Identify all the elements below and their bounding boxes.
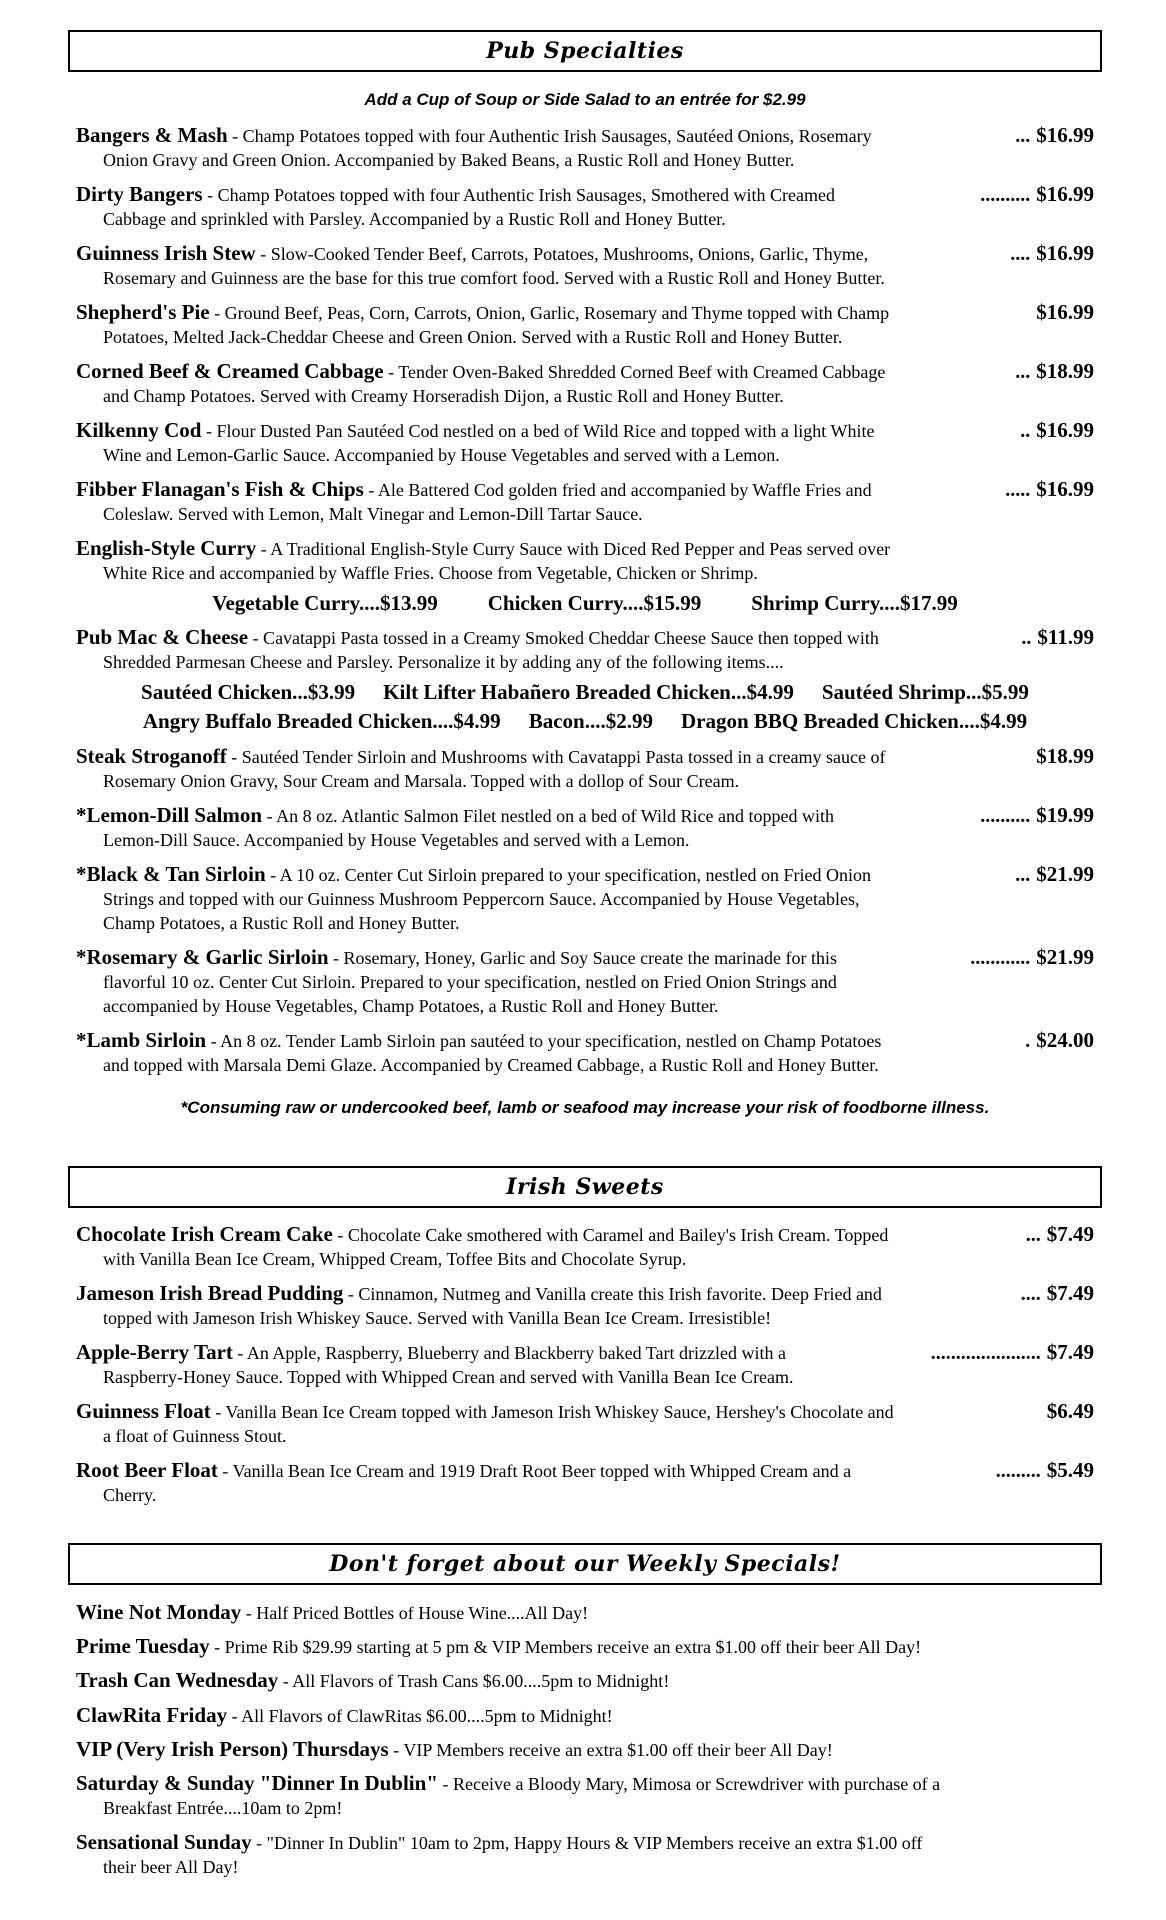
menu-item	[76, 182, 1094, 231]
item-leader: .	[1025, 1030, 1031, 1052]
soup-salad-note: Add a Cup of Soup or Side Salad to an entrée for $2.99	[364, 90, 806, 109]
item-desc-cont: flavorful 10 oz. Center Cut Sirloin. Prepared to your specification, nestled on Fried Onion Strings and	[103, 972, 837, 992]
item-leader: .........	[995, 1460, 1041, 1482]
item-desc-cont: Wine and Lemon-Garlic Sauce. Accompanied by House Vegetables and served with a Lemon.	[103, 445, 780, 465]
item-desc-cont: Rosemary and Guinness are the base for this true comfort food. Served with a Rustic Roll and Honey Butter.	[103, 268, 885, 288]
special-desc-cont: Breakfast Entrée....10am to 2pm!	[103, 1798, 343, 1818]
item-leader: ......................	[930, 1342, 1041, 1364]
special-name: ClawRita Friday	[76, 1703, 228, 1727]
item-price: $7.49	[1046, 1222, 1094, 1246]
special-name: Prime Tuesday	[76, 1634, 210, 1658]
item-price: $24.00	[1036, 1028, 1094, 1052]
foodborne-warning: *Consuming raw or undercooked beef, lamb or seafood may increase your risk of foodborne illness.	[180, 1098, 990, 1117]
item-name: Bangers & Mash	[76, 123, 228, 147]
item-name: Kilkenny Cod	[76, 418, 202, 442]
special-name: Saturday & Sunday "Dinner In Dublin"	[76, 1771, 438, 1795]
curry-option: Shrimp Curry....$17.99	[751, 591, 958, 615]
item-desc: - Ground Beef, Peas, Corn, Carrots, Onion, Garlic, Rosemary and Thyme topped with Champ	[209, 303, 890, 323]
weekly-special	[76, 1703, 1106, 1728]
item-desc: - Cavatappi Pasta tossed in a Creamy Smoked Cheddar Cheese Sauce then topped with	[248, 628, 879, 648]
item-name: English-Style Curry	[76, 536, 257, 560]
item-name: Apple-Berry Tart	[76, 1340, 233, 1364]
item-name: Root Beer Float	[76, 1458, 218, 1482]
item-price: $16.99	[1036, 418, 1094, 442]
section-header-weekly	[68, 1543, 1102, 1585]
special-desc: - Receive a Bloody Mary, Mimosa or Screwdriver with purchase of a	[437, 1774, 941, 1794]
item-price: $16.99	[1036, 182, 1094, 206]
mac-addon: Dragon BBQ Breaded Chicken....$4.99	[680, 709, 1028, 733]
item-price: $18.99	[1036, 359, 1094, 383]
item-desc: - A 10 oz. Center Cut Sirloin prepared to your specification, nestled on Fried Onion	[265, 865, 872, 885]
item-desc-cont: Rosemary Onion Gravy, Sour Cream and Marsala. Topped with a dollop of Sour Cream.	[103, 771, 740, 791]
mac-addon: Kilt Lifter Habañero Breaded Chicken...$4.99	[383, 680, 794, 704]
special-desc: - "Dinner In Dublin" 10am to 2pm, Happy Hours & VIP Members receive an extra $1.00 off	[251, 1833, 923, 1853]
section-title: Pub Specialties	[486, 38, 684, 64]
weekly-special	[76, 1771, 1106, 1820]
item-desc: - Chocolate Cake smothered with Caramel and Bailey's Irish Cream. Topped	[332, 1225, 889, 1245]
item-leader: ..	[1020, 420, 1031, 442]
item-desc-cont: Lemon-Dill Sauce. Accompanied by House Vegetables and served with a Lemon.	[103, 830, 690, 850]
section-title: Irish Sweets	[506, 1174, 664, 1200]
item-price: $11.99	[1037, 625, 1094, 649]
item-desc: - An 8 oz. Atlantic Salmon Filet nestled on a bed of Wild Rice and topped with	[262, 806, 834, 826]
section-header-pub	[68, 30, 1102, 72]
mac-addon: Sautéed Shrimp...$5.99	[821, 680, 1029, 704]
item-desc-cont: Champ Potatoes, a Rustic Roll and Honey Butter.	[103, 913, 460, 933]
item-desc-cont: Cabbage and sprinkled with Parsley. Accompanied by a Rustic Roll and Honey Butter.	[103, 209, 726, 229]
menu-item	[76, 359, 1094, 408]
item-desc-cont: White Rice and accompanied by Waffle Fries. Choose from Vegetable, Chicken or Shrimp.	[103, 563, 758, 583]
item-name: Chocolate Irish Cream Cake	[76, 1222, 333, 1246]
item-price: $16.99	[1036, 300, 1094, 324]
weekly-special	[76, 1737, 1106, 1762]
item-desc-cont: Onion Gravy and Green Onion. Accompanied by Baked Beans, a Rustic Roll and Honey Butter.	[103, 150, 795, 170]
item-name: Dirty Bangers	[76, 182, 203, 206]
item-name: *Lamb Sirloin	[76, 1028, 207, 1052]
menu-item	[76, 1458, 1094, 1507]
item-name: *Rosemary & Garlic Sirloin	[76, 945, 329, 969]
item-price: $7.49	[1046, 1281, 1094, 1305]
menu-item	[76, 418, 1094, 467]
item-leader: ....	[1020, 1283, 1041, 1305]
menu-item	[76, 477, 1094, 526]
weekly-special	[76, 1634, 1106, 1659]
item-price: $6.49	[1046, 1399, 1094, 1423]
item-name: Jameson Irish Bread Pudding	[76, 1281, 344, 1305]
item-desc: - Vanilla Bean Ice Cream topped with Jameson Irish Whiskey Sauce, Hershey's Chocolate and	[210, 1402, 894, 1422]
menu-item	[76, 1222, 1094, 1271]
menu-item	[76, 945, 1094, 1018]
item-desc-cont: Cherry.	[103, 1485, 157, 1505]
item-name: Pub Mac & Cheese	[76, 625, 249, 649]
item-name: Steak Stroganoff	[76, 744, 227, 768]
item-desc-cont: with Vanilla Bean Ice Cream, Whipped Cream, Toffee Bits and Chocolate Syrup.	[103, 1249, 687, 1269]
item-price: $21.99	[1036, 945, 1094, 969]
menu-item	[76, 241, 1094, 290]
item-leader: ..........	[980, 805, 1031, 827]
curry-options	[68, 591, 1102, 616]
item-name: Guinness Float	[76, 1399, 211, 1423]
item-price: $16.99	[1036, 477, 1094, 501]
menu-item	[76, 1399, 1094, 1448]
menu-item	[76, 536, 1094, 585]
item-name: *Black & Tan Sirloin	[76, 862, 266, 886]
item-desc-cont: and topped with Marsala Demi Glaze. Accompanied by Creamed Cabbage, a Rustic Roll and Honey Butter.	[103, 1055, 879, 1075]
special-desc: - All Flavors of ClawRitas $6.00....5pm to Midnight!	[227, 1706, 613, 1726]
menu-item	[76, 1028, 1094, 1077]
item-name: *Lemon-Dill Salmon	[76, 803, 263, 827]
item-price: $19.99	[1036, 803, 1094, 827]
item-name: Fibber Flanagan's Fish & Chips	[76, 477, 364, 501]
item-desc: - An Apple, Raspberry, Blueberry and Blackberry baked Tart drizzled with a	[232, 1343, 786, 1363]
item-price: $16.99	[1036, 241, 1094, 265]
item-name: Shepherd's Pie	[76, 300, 210, 324]
menu-item	[76, 1281, 1094, 1330]
item-price: $16.99	[1036, 123, 1094, 147]
item-desc-cont: Coleslaw. Served with Lemon, Malt Vinegar and Lemon-Dill Tartar Sauce.	[103, 504, 643, 524]
menu-item	[76, 300, 1094, 349]
item-name: Guinness Irish Stew	[76, 241, 256, 265]
mac-addon: Bacon....$2.99	[528, 709, 653, 733]
special-name: Wine Not Monday	[76, 1600, 242, 1624]
special-name: VIP (Very Irish Person) Thursdays	[76, 1737, 389, 1761]
mac-addons-row-1	[68, 680, 1102, 705]
item-price: $18.99	[1036, 744, 1094, 768]
special-desc: - Prime Rib $29.99 starting at 5 pm & VIP Members receive an extra $1.00 off their beer All Day!	[209, 1637, 922, 1657]
menu-item	[76, 123, 1094, 172]
curry-option: Vegetable Curry....$13.99	[212, 591, 438, 615]
item-leader: ..........	[980, 184, 1031, 206]
item-desc: - Cinnamon, Nutmeg and Vanilla create this Irish favorite. Deep Fried and	[343, 1284, 882, 1304]
weekly-special	[76, 1600, 1106, 1625]
section-title: Don't forget about our Weekly Specials!	[329, 1551, 841, 1577]
item-leader: .....	[1005, 479, 1031, 501]
special-desc-cont: their beer All Day!	[103, 1857, 239, 1877]
menu-item	[76, 1340, 1094, 1389]
item-desc-cont: Raspberry-Honey Sauce. Topped with Whipped Crean and served with Vanilla Bean Ice Cream.	[103, 1367, 794, 1387]
item-desc: - Slow-Cooked Tender Beef, Carrots, Potatoes, Mushrooms, Onions, Garlic, Thyme,	[255, 244, 869, 264]
item-desc: - Flour Dusted Pan Sautéed Cod nestled on a bed of Wild Rice and topped with a light White	[201, 421, 875, 441]
menu-item	[76, 862, 1094, 935]
special-name: Trash Can Wednesday	[76, 1668, 279, 1692]
item-name: Corned Beef & Creamed Cabbage	[76, 359, 384, 383]
item-desc-cont: accompanied by House Vegetables, Champ Potatoes, a Rustic Roll and Honey Butter.	[103, 996, 719, 1016]
item-leader: ....	[1010, 243, 1031, 265]
item-price: $5.49	[1046, 1458, 1094, 1482]
menu-item	[76, 744, 1094, 793]
section-header-sweets	[68, 1166, 1102, 1208]
item-desc-cont: a float of Guinness Stout.	[103, 1426, 287, 1446]
item-desc: - An 8 oz. Tender Lamb Sirloin pan sautéed to your specification, nestled on Champ Potatoes	[206, 1031, 882, 1051]
item-price: $7.49	[1046, 1340, 1094, 1364]
item-desc-cont: Potatoes, Melted Jack-Cheddar Cheese and Green Onion. Served with a Rustic Roll and Honey Butter.	[103, 327, 843, 347]
curry-option: Chicken Curry....$15.99	[487, 591, 702, 615]
special-desc: - VIP Members receive an extra $1.00 off their beer All Day!	[388, 1740, 833, 1760]
special-desc: - Half Priced Bottles of House Wine....All Day!	[241, 1603, 589, 1623]
item-desc-cont: and Champ Potatoes. Served with Creamy Horseradish Dijon, a Rustic Roll and Honey Butter.	[103, 386, 784, 406]
item-desc: - Tender Oven-Baked Shredded Corned Beef with Creamed Cabbage	[383, 362, 886, 382]
item-price: $21.99	[1036, 862, 1094, 886]
item-leader: ...	[1015, 361, 1031, 383]
mac-addons-row-2	[68, 709, 1102, 734]
item-desc-cont: topped with Jameson Irish Whiskey Sauce. Served with Vanilla Bean Ice Cream. Irresistible!	[103, 1308, 772, 1328]
item-desc: - Vanilla Bean Ice Cream and 1919 Draft Root Beer topped with Whipped Cream and a	[217, 1461, 852, 1481]
item-desc: - Champ Potatoes topped with four Authentic Irish Sausages, Sautéed Onions, Rosemary	[227, 126, 872, 146]
menu-item	[76, 803, 1094, 852]
item-leader: ...	[1015, 864, 1031, 886]
item-leader: ............	[970, 947, 1031, 969]
weekly-special	[76, 1668, 1106, 1693]
item-desc-cont: Strings and topped with our Guinness Mushroom Peppercorn Sauce. Accompanied by House Vegetables,	[103, 889, 860, 909]
item-desc: - Sautéed Tender Sirloin and Mushrooms with Cavatappi Pasta tossed in a creamy sauce of	[226, 747, 886, 767]
item-desc: - Ale Battered Cod golden fried and accompanied by Waffle Fries and	[363, 480, 872, 500]
item-leader: ...	[1015, 125, 1031, 147]
special-desc: - All Flavors of Trash Cans $6.00....5pm to Midnight!	[278, 1671, 670, 1691]
mac-addon: Angry Buffalo Breaded Chicken....$4.99	[142, 709, 501, 733]
mac-addon: Sautéed Chicken...$3.99	[141, 680, 356, 704]
menu-item	[76, 625, 1094, 674]
item-desc: - Champ Potatoes topped with four Authentic Irish Sausages, Smothered with Creamed	[202, 185, 835, 205]
item-desc: - A Traditional English-Style Curry Sauce with Diced Red Pepper and Peas served over	[256, 539, 891, 559]
item-leader: ..	[1021, 627, 1032, 649]
item-desc-cont: Shredded Parmesan Cheese and Parsley. Personalize it by adding any of the following items....	[103, 652, 784, 672]
item-leader: ...	[1025, 1224, 1041, 1246]
special-name: Sensational Sunday	[76, 1830, 252, 1854]
item-desc: - Rosemary, Honey, Garlic and Soy Sauce create the marinade for this	[328, 948, 838, 968]
weekly-special	[76, 1830, 1106, 1879]
